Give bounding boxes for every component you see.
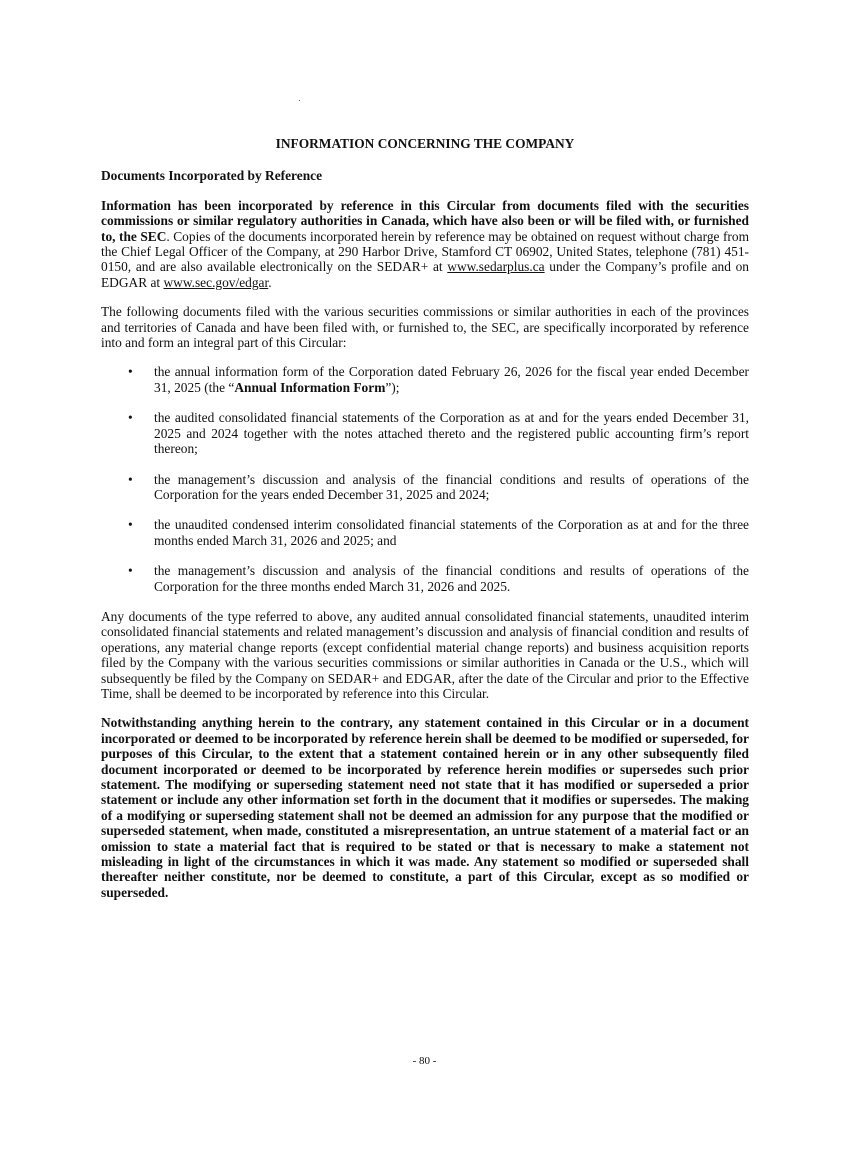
- list-item-text-a: the annual information form of the Corporation dated February 26, 2026 for the fiscal year ended December 31, 2025 (the “: [154, 364, 749, 395]
- intro-bold-lead: Information has been incorporated by reference in this Circular from documents filed with the securities commissions or similar regulatory authorities in Canada, which have also been or will be filed with, or furnished to, the SEC: [101, 197, 749, 244]
- bullet-icon: •: [128, 364, 133, 380]
- bullet-icon: •: [128, 517, 133, 533]
- bullet-icon: •: [128, 410, 133, 426]
- list-item: [101, 410, 749, 456]
- intro-text-b: under the Company’s profile and on EDGAR at: [101, 259, 749, 290]
- intro-text-c: .: [268, 274, 272, 290]
- intro-text-a: . Copies of the documents incorporated herein by reference may be obtained on request without charge from the Chief Legal Officer of the Company, at 290 Harbor Drive, Stamford CT 06902, United States, telephone (781) 451-0150, and are also available electronically on the SEDAR+ at: [101, 228, 749, 275]
- list-item-text: the management’s discussion and analysis of the financial conditions and results of operations of the Corporation for the three months ended March 31, 2026 and 2025.: [154, 563, 749, 594]
- list-item-defined-term: Annual Information Form: [234, 379, 386, 395]
- edgar-link[interactable]: www.sec.gov/edgar: [163, 274, 269, 290]
- list-item: [101, 563, 749, 594]
- list-item-text-b: ”);: [385, 379, 400, 395]
- document-page: [101, 136, 749, 914]
- list-item-text: the unaudited condensed interim consolidated financial statements of the Corporation as at and for the three months ended March 31, 2026 and 2025; and: [154, 517, 749, 548]
- list-item: [101, 472, 749, 503]
- page-number: - 80 -: [412, 1055, 437, 1067]
- list-item-text: the audited consolidated financial statements of the Corporation as at and for the years ended December 31, 2025 and 2024 together with the notes attached thereto and the registered public accounting firm’s report thereon;: [154, 410, 749, 457]
- stray-dot: [299, 100, 300, 101]
- list-item-text: the management’s discussion and analysis of the financial conditions and results of operations of the Corporation for the years ended December 31, 2025 and 2024;: [154, 471, 749, 502]
- list-item: [101, 517, 749, 548]
- documents-list-intro: The following documents filed with the various securities commissions or similar authorities in each of the provinces and territories of Canada and have been filed with, or furnished to, the SEC, are specifically incorporated by reference into and form an integral part of this Circular:: [101, 304, 749, 351]
- bullet-icon: •: [128, 563, 133, 579]
- bullet-icon: •: [128, 471, 133, 487]
- sedarplus-link[interactable]: www.sedarplus.ca: [447, 259, 545, 275]
- intro-paragraph: [101, 198, 749, 290]
- section-heading: INFORMATION CONCERNING THE COMPANY: [275, 136, 575, 151]
- subsection-heading: Documents Incorporated by Reference: [101, 168, 323, 184]
- modification-statement-bold: Notwithstanding anything herein to the contrary, any statement contained in this Circular or in a document incorporated or deemed to be incorporated by reference herein shall be deemed to be modified or superseded, for purposes of this Circular, to the extent that a statement contained herein or in any other subsequently filed document incorporated or deemed to be incorporated by reference herein modifies or supersedes such prior statement. The modifying or superseding statement need not state that it has modified or superseded a prior statement or include any other information set forth in the document that it modifies or supersedes. The making of a modifying or superseding statement shall not be deemed an admission for any purpose that the modified or superseded statement, when made, constituted a misrepresentation, an untrue statement of a material fact or an omission to state a material fact that is required to be stated or that is necessary to make a statement not misleading in light of the circumstances in which it was made. Any statement so modified or superseded shall thereafter neither constitute, nor be deemed to constitute, a part of this Circular, except as so modified or superseded.: [101, 715, 749, 900]
- list-item: [101, 364, 749, 395]
- documents-list: [101, 364, 749, 593]
- modification-statement-paragraph: [101, 715, 749, 900]
- subsequent-documents-paragraph: Any documents of the type referred to above, any audited annual consolidated financial statements, unaudited interim consolidated financial statements and related management’s discussion and analysis of financial condition and results of operations, any material change reports (except confidential material change reports) and business acquisition reports filed by the Company with the various securities commissions or similar authorities in Canada or the U.S., which will subsequently be filed by the Company on SEDAR+ and EDGAR, after the date of the Circular and prior to the Effective Time, shall be deemed to be incorporated by reference into this Circular.: [101, 608, 749, 701]
